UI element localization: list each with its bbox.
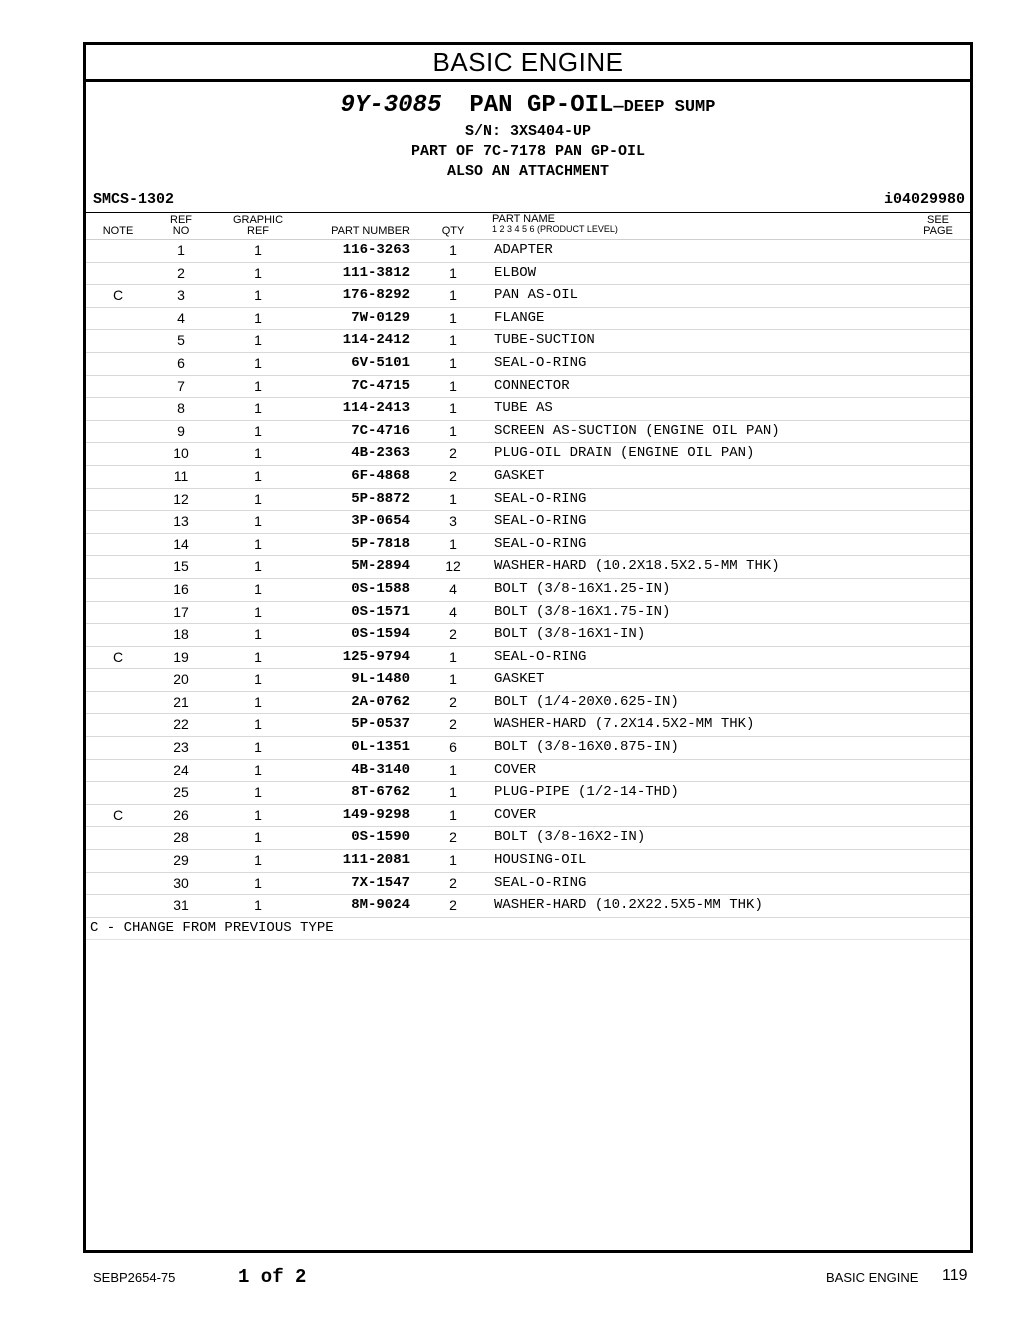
attachment-line: ALSO AN ATTACHMENT xyxy=(446,163,610,180)
cell-part-number: 0S-1571 xyxy=(351,603,410,620)
cell-part-name: GASKET xyxy=(494,671,545,688)
table-row xyxy=(86,624,970,647)
smcs-bar xyxy=(86,190,970,213)
cell-part-number: 0S-1588 xyxy=(351,580,410,597)
group-part-number: 9Y-3085 xyxy=(340,92,442,119)
serial-number: S/N: 3XS404-UP xyxy=(464,123,592,140)
col-ref-bottom: NO xyxy=(172,225,190,237)
cell-ref-no: 23 xyxy=(173,739,189,756)
table-row xyxy=(86,873,970,896)
cell-graphic-ref: 1 xyxy=(254,558,262,575)
cell-graphic-ref: 1 xyxy=(254,264,262,281)
cell-qty: 4 xyxy=(449,580,457,597)
cell-note: C xyxy=(112,648,124,665)
cell-part-name: HOUSING-OIL xyxy=(494,852,587,869)
cell-part-number: 114-2412 xyxy=(342,332,410,349)
cell-part-name: ADAPTER xyxy=(494,242,553,258)
cell-ref-no: 30 xyxy=(173,874,189,891)
cell-qty: 2 xyxy=(449,626,457,643)
cell-part-name: TUBE-SUCTION xyxy=(494,332,595,349)
cell-ref-no: 2 xyxy=(177,264,185,281)
cell-graphic-ref: 1 xyxy=(254,739,262,756)
cell-qty: 1 xyxy=(449,400,457,417)
cell-ref-no: 17 xyxy=(173,603,189,620)
column-header xyxy=(86,213,970,240)
cell-part-number: 5P-0537 xyxy=(351,716,410,733)
part-of-line: PART OF 7C-7178 PAN GP-OIL xyxy=(410,143,646,160)
cell-note: C xyxy=(112,287,124,304)
cell-ref-no: 14 xyxy=(173,535,189,552)
table-row xyxy=(86,850,970,873)
cell-qty: 2 xyxy=(449,693,457,710)
cell-part-number: 8M-9024 xyxy=(351,897,410,914)
table-row xyxy=(86,602,970,625)
cell-qty: 2 xyxy=(449,467,457,484)
table-row xyxy=(86,805,970,828)
cell-part-name: SCREEN AS-SUCTION (ENGINE OIL PAN) xyxy=(494,422,780,439)
cell-graphic-ref: 1 xyxy=(254,400,262,417)
cell-ref-no: 26 xyxy=(173,806,189,823)
cell-part-number: 5P-8872 xyxy=(351,490,410,507)
cell-ref-no: 19 xyxy=(173,648,189,665)
cell-part-number: 4B-2363 xyxy=(351,445,410,462)
cell-part-number: 111-3812 xyxy=(342,264,410,281)
cell-graphic-ref: 1 xyxy=(254,490,262,507)
cell-graphic-ref: 1 xyxy=(254,445,262,462)
cell-ref-no: 15 xyxy=(173,558,189,575)
table-row xyxy=(86,466,970,489)
cell-part-name: BOLT (3/8-16X1.75-IN) xyxy=(494,603,671,620)
table-row xyxy=(86,353,970,376)
cell-qty: 12 xyxy=(445,558,461,575)
cell-part-name: PLUG-PIPE (1/2-14-THD) xyxy=(494,784,679,801)
cell-ref-no: 28 xyxy=(173,829,189,846)
table-row xyxy=(86,692,970,715)
cell-note: C xyxy=(112,806,124,823)
cell-qty: 2 xyxy=(449,445,457,462)
cell-part-number: 114-2413 xyxy=(342,400,410,417)
cell-qty: 1 xyxy=(449,264,457,281)
cell-graphic-ref: 1 xyxy=(254,580,262,597)
parts-table xyxy=(86,240,970,918)
legend xyxy=(86,918,970,940)
cell-qty: 2 xyxy=(449,874,457,891)
legend-text: C - CHANGE FROM PREVIOUS TYPE xyxy=(90,919,334,936)
table-row xyxy=(86,579,970,602)
table-row xyxy=(86,737,970,760)
table-row xyxy=(86,443,970,466)
cell-part-name: SEAL-O-RING xyxy=(494,513,587,530)
cell-part-number: 5M-2894 xyxy=(351,558,410,575)
cell-part-name: WASHER-HARD (10.2X22.5X5-MM THK) xyxy=(494,897,763,914)
doc-id: SEBP2654-75 xyxy=(93,1270,176,1285)
table-row xyxy=(86,421,970,444)
cell-part-number: 149-9298 xyxy=(342,806,410,823)
cell-part-number: 4B-3140 xyxy=(351,761,410,778)
cell-part-name: BOLT (3/8-16X0.875-IN) xyxy=(494,739,679,756)
cell-graphic-ref: 1 xyxy=(254,829,262,846)
cell-graphic-ref: 1 xyxy=(254,716,262,733)
table-row xyxy=(86,760,970,783)
cell-part-name: COVER xyxy=(494,761,537,778)
cell-graphic-ref: 1 xyxy=(254,761,262,778)
table-row xyxy=(86,263,970,286)
cell-qty: 6 xyxy=(449,739,457,756)
cell-qty: 1 xyxy=(449,852,457,869)
cell-part-name: WASHER-HARD (10.2X18.5X2.5-MM THK) xyxy=(494,558,780,575)
group-title xyxy=(86,92,970,122)
table-row xyxy=(86,308,970,331)
cell-part-number: 5P-7818 xyxy=(351,535,410,552)
cell-graphic-ref: 1 xyxy=(254,626,262,643)
cell-qty: 1 xyxy=(449,377,457,394)
col-ref-top: REF xyxy=(170,214,192,226)
col-product-level: 1 2 3 4 5 6 (PRODUCT LEVEL) xyxy=(492,224,618,234)
cell-ref-no: 6 xyxy=(177,354,185,371)
cell-ref-no: 3 xyxy=(177,287,185,304)
cell-qty: 1 xyxy=(449,671,457,688)
cell-qty: 1 xyxy=(449,490,457,507)
cell-graphic-ref: 1 xyxy=(254,648,262,665)
cell-graphic-ref: 1 xyxy=(254,467,262,484)
cell-part-name: GASKET xyxy=(494,467,545,484)
table-row xyxy=(86,827,970,850)
cell-graphic-ref: 1 xyxy=(254,309,262,326)
table-row xyxy=(86,895,970,918)
cell-ref-no: 10 xyxy=(173,445,189,462)
cell-part-name: BOLT (1/4-20X0.625-IN) xyxy=(494,693,679,710)
cell-ref-no: 13 xyxy=(173,513,189,530)
cell-part-number: 0S-1590 xyxy=(351,829,410,846)
table-row xyxy=(86,398,970,421)
cell-graphic-ref: 1 xyxy=(254,422,262,439)
cell-graphic-ref: 1 xyxy=(254,332,262,349)
cell-graphic-ref: 1 xyxy=(254,354,262,371)
cell-part-name: SEAL-O-RING xyxy=(494,535,587,552)
group-name: PAN GP-OIL xyxy=(469,92,614,119)
cell-ref-no: 29 xyxy=(173,852,189,869)
cell-part-name: SEAL-O-RING xyxy=(494,490,587,507)
cell-qty: 1 xyxy=(449,648,457,665)
cell-ref-no: 25 xyxy=(173,784,189,801)
cell-ref-no: 7 xyxy=(177,377,185,394)
cell-qty: 1 xyxy=(449,784,457,801)
cell-part-number: 3P-0654 xyxy=(351,513,410,530)
cell-ref-no: 20 xyxy=(173,671,189,688)
cell-ref-no: 16 xyxy=(173,580,189,597)
cell-part-name: COVER xyxy=(494,806,537,823)
cell-ref-no: 4 xyxy=(177,309,185,326)
cell-part-number: 116-3263 xyxy=(342,242,410,258)
group-name-suffix: —DEEP SUMP xyxy=(613,98,716,117)
table-row xyxy=(86,782,970,805)
table-row xyxy=(86,376,970,399)
col-graphic-top: GRAPHIC xyxy=(232,214,284,226)
cell-graphic-ref: 1 xyxy=(254,513,262,530)
cell-part-name: SEAL-O-RING xyxy=(494,354,587,371)
cell-qty: 2 xyxy=(449,829,457,846)
cell-part-name: PAN AS-OIL xyxy=(494,287,579,304)
cell-ref-no: 24 xyxy=(173,761,189,778)
page-number: 119 xyxy=(942,1267,968,1284)
table-row xyxy=(86,714,970,737)
cell-qty: 2 xyxy=(449,716,457,733)
cell-ref-no: 12 xyxy=(173,490,189,507)
col-see-top: SEE xyxy=(926,214,949,226)
cell-part-name: PLUG-OIL DRAIN (ENGINE OIL PAN) xyxy=(494,445,755,462)
cell-part-name: CONNECTOR xyxy=(494,377,570,394)
cell-part-number: 7W-0129 xyxy=(351,309,410,326)
cell-ref-no: 21 xyxy=(173,693,189,710)
table-row xyxy=(86,534,970,557)
cell-qty: 1 xyxy=(449,422,457,439)
cell-part-name: WASHER-HARD (7.2X14.5X2-MM THK) xyxy=(494,716,755,733)
cell-graphic-ref: 1 xyxy=(254,693,262,710)
cell-graphic-ref: 1 xyxy=(254,535,262,552)
page-of: 1 of 2 xyxy=(238,1266,307,1288)
section-title: BASIC ENGINE xyxy=(86,45,970,82)
cell-part-name: BOLT (3/8-16X2-IN) xyxy=(494,829,646,846)
cell-part-name: TUBE AS xyxy=(494,400,553,417)
cell-graphic-ref: 1 xyxy=(254,784,262,801)
table-row xyxy=(86,669,970,692)
col-graphic-bottom: REF xyxy=(247,225,269,237)
cell-ref-no: 5 xyxy=(177,332,185,349)
cell-ref-no: 18 xyxy=(173,626,189,643)
cell-part-number: 7C-4715 xyxy=(351,377,410,394)
cell-part-number: 176-8292 xyxy=(342,287,410,304)
footer-section: BASIC ENGINE xyxy=(826,1270,919,1285)
cell-qty: 2 xyxy=(449,897,457,914)
cell-graphic-ref: 1 xyxy=(254,806,262,823)
cell-qty: 1 xyxy=(449,332,457,349)
col-qty: QTY xyxy=(441,225,465,237)
cell-part-number: 8T-6762 xyxy=(351,784,410,801)
cell-graphic-ref: 1 xyxy=(254,377,262,394)
col-part-number: PART NUMBER xyxy=(331,225,410,237)
cell-part-name: ELBOW xyxy=(494,264,537,281)
cell-graphic-ref: 1 xyxy=(254,671,262,688)
cell-ref-no: 11 xyxy=(173,467,189,484)
cell-graphic-ref: 1 xyxy=(254,874,262,891)
smcs-code: SMCS-1302 xyxy=(93,191,175,208)
cell-qty: 1 xyxy=(449,242,457,258)
cell-qty: 1 xyxy=(449,287,457,304)
cell-part-number: 125-9794 xyxy=(342,648,410,665)
cell-part-number: 0L-1351 xyxy=(351,739,410,756)
page-frame xyxy=(83,42,973,1253)
cell-graphic-ref: 1 xyxy=(254,287,262,304)
cell-part-name: SEAL-O-RING xyxy=(494,648,587,665)
cell-part-number: 111-2081 xyxy=(342,852,410,869)
cell-part-number: 0S-1594 xyxy=(351,626,410,643)
cell-graphic-ref: 1 xyxy=(254,603,262,620)
table-row xyxy=(86,556,970,579)
cell-part-number: 6F-4868 xyxy=(351,467,410,484)
table-row xyxy=(86,240,970,263)
cell-part-name: SEAL-O-RING xyxy=(494,874,587,891)
table-row xyxy=(86,285,970,308)
cell-ref-no: 31 xyxy=(173,897,189,914)
cell-ref-no: 1 xyxy=(177,242,185,258)
cell-part-name: BOLT (3/8-16X1-IN) xyxy=(494,626,646,643)
cell-part-number: 2A-0762 xyxy=(351,693,410,710)
cell-qty: 1 xyxy=(449,761,457,778)
cell-graphic-ref: 1 xyxy=(254,852,262,869)
table-row xyxy=(86,330,970,353)
cell-part-number: 7C-4716 xyxy=(351,422,410,439)
cell-ref-no: 22 xyxy=(173,716,189,733)
table-row xyxy=(86,511,970,534)
cell-part-number: 6V-5101 xyxy=(351,354,410,371)
cell-qty: 1 xyxy=(449,354,457,371)
cell-ref-no: 9 xyxy=(177,422,185,439)
cell-qty: 4 xyxy=(449,603,457,620)
cell-part-name: FLANGE xyxy=(494,309,545,326)
col-see-bottom: PAGE xyxy=(923,225,953,237)
cell-qty: 1 xyxy=(449,535,457,552)
table-row xyxy=(86,489,970,512)
cell-part-number: 9L-1480 xyxy=(351,671,410,688)
col-part-name: PART NAME xyxy=(492,213,555,225)
table-row xyxy=(86,647,970,670)
cell-qty: 1 xyxy=(449,309,457,326)
cell-part-number: 7X-1547 xyxy=(351,874,410,891)
cell-graphic-ref: 1 xyxy=(254,242,262,258)
cell-qty: 3 xyxy=(449,513,457,530)
cell-part-name: BOLT (3/8-16X1.25-IN) xyxy=(494,580,671,597)
cell-graphic-ref: 1 xyxy=(254,897,262,914)
cell-qty: 1 xyxy=(449,806,457,823)
cell-ref-no: 8 xyxy=(177,400,185,417)
illustration-id: i04029980 xyxy=(883,191,965,208)
col-note: NOTE xyxy=(102,225,134,237)
